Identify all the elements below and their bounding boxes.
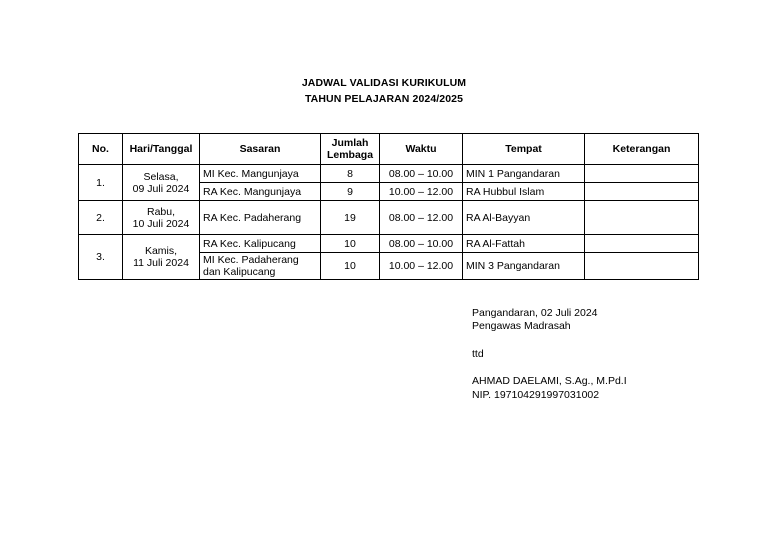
cell-sasaran-line1: MI Kec. Padaherang <box>203 254 299 266</box>
signature-name: AHMAD DAELAMI, S.Ag., M.Pd.I <box>472 375 627 387</box>
header-jumlah-lembaga <box>321 134 380 165</box>
cell-sasaran: RA Kec. Mangunjaya <box>200 183 321 201</box>
cell-hari-tanggal <box>123 201 200 235</box>
cell-no: 1. <box>79 165 123 201</box>
cell-waktu: 10.00 – 12.00 <box>380 183 463 201</box>
cell-keterangan <box>585 165 699 183</box>
cell-tempat: RA Hubbul Islam <box>463 183 585 201</box>
table-row <box>79 165 699 183</box>
header-jumlah-line1: Jumlah <box>331 137 369 149</box>
cell-jumlah: 10 <box>321 253 380 280</box>
cell-tempat: MIN 1 Pangandaran <box>463 165 585 183</box>
cell-jumlah: 9 <box>321 183 380 201</box>
signature-role: Pengawas Madrasah <box>472 320 571 332</box>
cell-tanggal: 10 Juli 2024 <box>132 217 190 230</box>
signature-nip: NIP. 197104291997031002 <box>472 389 600 401</box>
cell-jumlah: 10 <box>321 235 380 253</box>
cell-no: 2. <box>79 201 123 235</box>
cell-waktu: 10.00 – 12.00 <box>380 253 463 280</box>
cell-jumlah: 19 <box>321 201 380 235</box>
cell-sasaran-line2: dan Kalipucang <box>203 266 276 278</box>
signature-ttd: ttd <box>472 348 484 360</box>
cell-keterangan <box>585 253 699 280</box>
cell-waktu: 08.00 – 10.00 <box>380 235 463 253</box>
cell-sasaran: RA Kec. Padaherang <box>200 201 321 235</box>
cell-tanggal: 11 Juli 2024 <box>133 257 189 269</box>
header-tempat: Tempat <box>463 134 585 165</box>
cell-hari: Kamis, <box>144 245 178 257</box>
cell-keterangan <box>585 183 699 201</box>
header-jumlah-line2: Lembaga <box>326 149 374 161</box>
document-subtitle: TAHUN PELAJARAN 2024/2025 <box>304 93 464 105</box>
signature-place-date: Pangandaran, 02 Juli 2024 <box>472 307 598 319</box>
header-sasaran: Sasaran <box>200 134 321 165</box>
header-hari-tanggal: Hari/Tanggal <box>123 134 200 165</box>
cell-hari: Selasa, <box>143 170 179 183</box>
cell-sasaran <box>200 253 321 280</box>
cell-tempat: RA Al-Fattah <box>463 235 585 253</box>
cell-tempat: MIN 3 Pangandaran <box>463 253 585 280</box>
cell-keterangan <box>585 235 699 253</box>
header-waktu: Waktu <box>380 134 463 165</box>
cell-sasaran: MI Kec. Mangunjaya <box>200 165 321 183</box>
cell-no: 3. <box>79 235 123 280</box>
table-header-row <box>79 134 699 165</box>
cell-waktu: 08.00 – 12.00 <box>380 201 463 235</box>
cell-sasaran: RA Kec. Kalipucang <box>200 235 321 253</box>
document-title: JADWAL VALIDASI KURIKULUM <box>301 77 467 89</box>
cell-tanggal: 09 Juli 2024 <box>132 182 190 195</box>
header-no: No. <box>79 134 123 165</box>
schedule-table <box>78 133 699 280</box>
cell-tempat: RA Al-Bayyan <box>463 201 585 235</box>
cell-hari-tanggal <box>123 235 200 280</box>
cell-keterangan <box>585 201 699 235</box>
table-row <box>79 235 699 253</box>
cell-jumlah: 8 <box>321 165 380 183</box>
header-keterangan: Keterangan <box>585 134 699 165</box>
cell-hari-tanggal <box>123 165 200 201</box>
table-row <box>79 201 699 235</box>
cell-hari: Rabu, <box>146 205 176 218</box>
cell-waktu: 08.00 – 10.00 <box>380 165 463 183</box>
